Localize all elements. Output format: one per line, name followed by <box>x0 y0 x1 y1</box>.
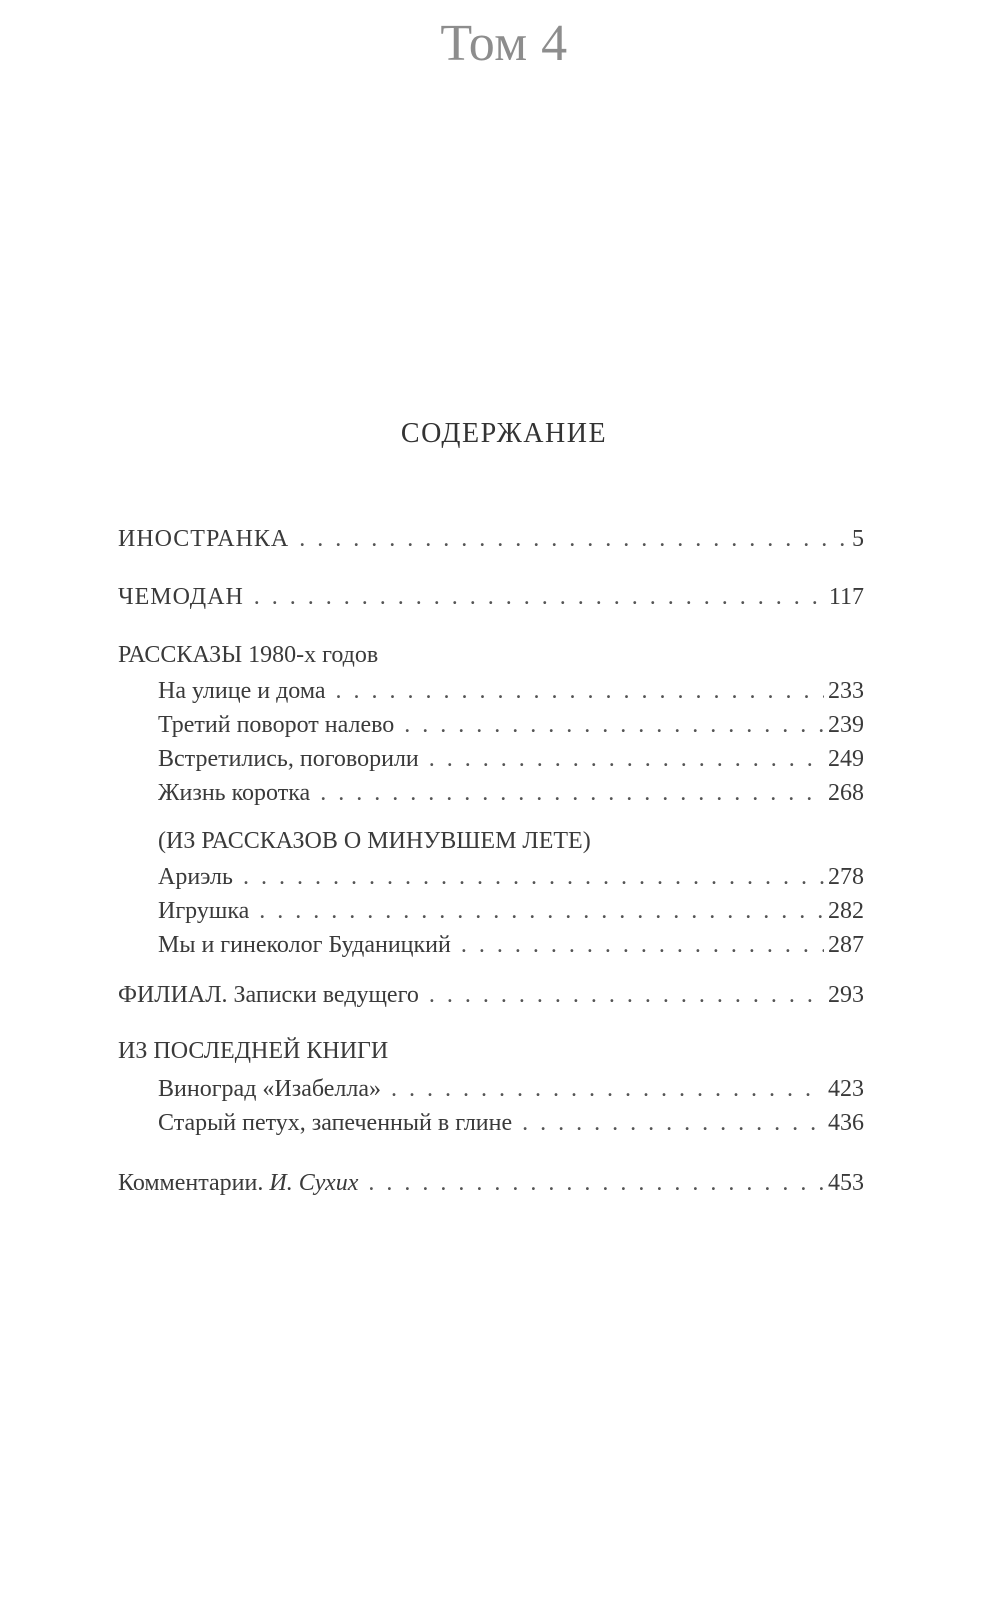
toc-entry[interactable] <box>158 1106 864 1140</box>
dot-leader <box>299 522 848 556</box>
toc-entry-label: ИНОСТРАНКА <box>118 526 290 552</box>
toc-entry-label: Старый петух, запеченный в глине <box>158 1110 513 1136</box>
toc-entry-page: 282 <box>828 898 864 924</box>
toc-entry-page: 268 <box>828 780 864 806</box>
comments-author: И. Сухих <box>269 1170 359 1196</box>
toc-entry-label: На улице и дома <box>158 678 326 704</box>
toc-entry-page: 293 <box>828 982 864 1008</box>
toc-entry[interactable] <box>158 928 864 962</box>
toc-entry-label <box>118 1166 358 1200</box>
dot-leader <box>429 978 824 1012</box>
dot-leader <box>259 894 824 928</box>
dot-leader <box>336 674 824 708</box>
toc-entry-page: 5 <box>852 526 864 552</box>
toc-entry-label: Встретились, поговорили <box>158 746 419 772</box>
dot-leader <box>320 776 824 810</box>
toc-entry-chemodan[interactable] <box>118 580 864 614</box>
toc-section-posledney: ИЗ ПОСЛЕДНЕЙ КНИГИ <box>118 1038 389 1064</box>
toc-entry-page: 287 <box>828 932 864 958</box>
toc-entry[interactable] <box>158 860 864 894</box>
toc-section-rasskazy: РАССКАЗЫ 1980-х годов <box>118 642 379 668</box>
toc-heading: СОДЕРЖАНИЕ <box>400 418 608 449</box>
toc-entry-page: 239 <box>828 712 864 738</box>
toc-entry[interactable] <box>158 708 864 742</box>
toc-entry[interactable] <box>158 674 864 708</box>
toc-subsection-leto: (ИЗ РАССКАЗОВ О МИНУВШЕМ ЛЕТЕ) <box>158 828 591 854</box>
toc-entry-page: 423 <box>828 1076 864 1102</box>
dot-leader <box>368 1166 824 1200</box>
volume-title: Том 4 <box>440 15 568 72</box>
dot-leader <box>404 708 824 742</box>
comments-label: Комментарии. <box>118 1170 264 1196</box>
toc-entry-label: Жизнь коротка <box>158 780 311 806</box>
toc-entry-page: 453 <box>828 1170 864 1196</box>
toc-entry-page: 436 <box>828 1110 864 1136</box>
toc-entry-label: ЧЕМОДАН <box>118 584 244 610</box>
toc-entry-page: 233 <box>828 678 864 704</box>
dot-leader <box>243 860 824 894</box>
dot-leader <box>461 928 824 962</box>
toc-entry-comments[interactable] <box>118 1166 864 1200</box>
dot-leader <box>522 1106 824 1140</box>
toc-entry-page: 249 <box>828 746 864 772</box>
toc-entry[interactable] <box>158 894 864 928</box>
toc-entry[interactable] <box>158 1072 864 1106</box>
toc-entry[interactable] <box>158 742 864 776</box>
toc-entry-label: Игрушка <box>158 898 250 924</box>
dot-leader <box>254 580 825 614</box>
toc-entry-filial[interactable] <box>118 978 864 1012</box>
toc-entry-label: Ариэль <box>158 864 233 890</box>
toc-entry-label: Виноград «Изабелла» <box>158 1076 382 1102</box>
toc-entry-page: 117 <box>828 584 864 610</box>
toc-entry-label: Третий поворот налево <box>158 712 395 738</box>
dot-leader <box>429 742 824 776</box>
toc-entry[interactable] <box>158 776 864 810</box>
toc-entry-label: Мы и гинеколог Буданицкий <box>158 932 451 958</box>
toc-entry-inostranka[interactable] <box>118 522 864 556</box>
toc-entry-label: ФИЛИАЛ. Записки ведущего <box>118 982 419 1008</box>
dot-leader <box>391 1072 824 1106</box>
toc-entry-page: 278 <box>828 864 864 890</box>
